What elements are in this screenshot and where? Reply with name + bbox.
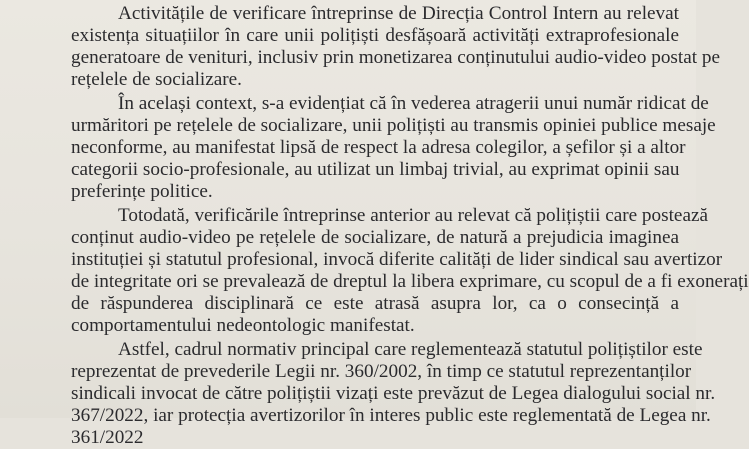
text-line: rețelele de socializare.	[71, 69, 242, 90]
text-line: generatoare de venituri, inclusiv prin monetizarea conținutului audio-video postat pe	[71, 47, 720, 68]
text-line: comportamentului nedeontologic manifestat.	[71, 315, 415, 336]
text-line: 367/2022, iar protecția avertizorilor în interes public este reglementată de Legea nr.	[71, 405, 711, 426]
text-line: neconforme, au manifestat lipsă de respect la adresa colegilor, a șefilor și a altor	[71, 137, 686, 158]
text-line: sindicali invocat de către polițiștii vizați este prevăzut de Legea dialogului social nr.	[71, 383, 716, 404]
text-line: conținut audio-video pe rețelele de socializare, de natură a prejudicia imaginea	[71, 227, 679, 248]
text-line: În același context, s-a evidențiat că în vederea atragerii unui număr ridicat de	[118, 93, 709, 114]
text-line: 361/2022	[71, 427, 144, 448]
text-line: reprezentat de prevederile Legii nr. 360/2002, în timp ce statutul reprezentanților	[71, 361, 692, 382]
text-line: existența situațiilor în care unii polițiști desfășoară activități extraprofesionale	[71, 25, 679, 46]
text-line: Astfel, cadrul normativ principal care reglementează statutul polițiștilor este	[118, 339, 703, 360]
text-line: categorii socio-profesionale, au utilizat un limbaj trivial, au exprimat opinii sau	[71, 159, 680, 180]
text-line: de răspunderea disciplinară ce este atrasă asupra lor, ca o consecință a	[71, 293, 679, 314]
text-line: Activitățile de verificare întreprinse de Direcția Control Intern au relevat	[118, 3, 679, 24]
text-line: instituției și statutul profesional, invocă diferite calități de lider sindical sau avertizor	[71, 249, 723, 270]
text-line: de integritate ori se prevalează de dreptul la libera exprimare, cu scopul de a fi exonerați	[71, 271, 749, 292]
text-line: preferințe politice.	[71, 181, 213, 202]
text-line: Totodată, verificările întreprinse anterior au relevat că polițiștii care postează	[118, 205, 708, 226]
text-line: urmăritori pe rețelele de socializare, unii polițiști au transmis opiniei publice mesaje	[71, 115, 716, 136]
